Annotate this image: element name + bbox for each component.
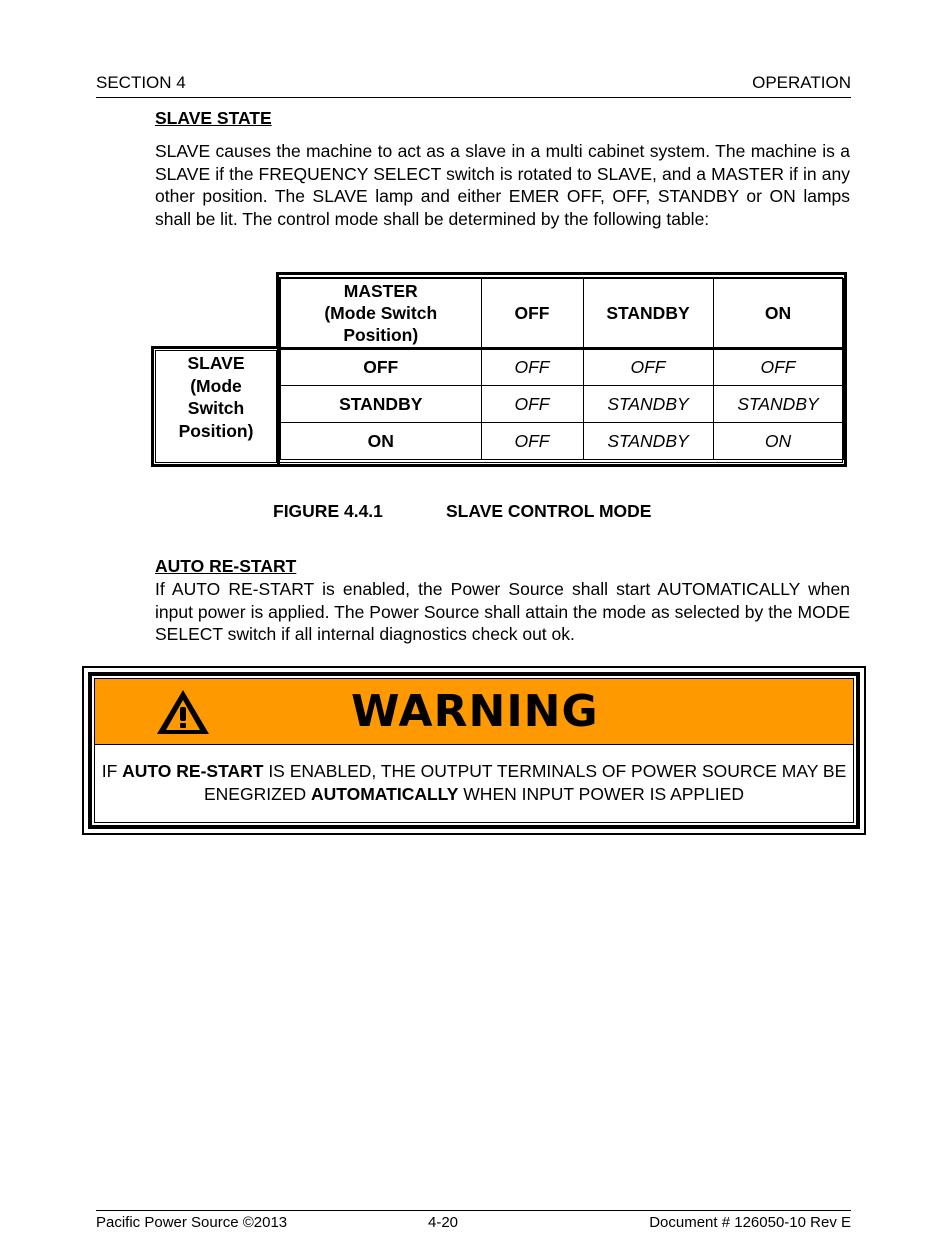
table-cell: OFF <box>481 349 583 386</box>
table-cell: ON <box>713 423 843 460</box>
row-label: ON <box>280 423 481 460</box>
warning-banner <box>95 679 853 745</box>
table-cell: STANDBY <box>583 386 713 423</box>
footer-document-number: Document # 126050-10 Rev E <box>649 1214 851 1231</box>
table-cell: OFF <box>481 386 583 423</box>
warning-triangle-icon <box>155 688 211 736</box>
chapter-label: OPERATION <box>752 73 851 92</box>
page-footer <box>96 1210 851 1233</box>
slave-state-paragraph: SLAVE causes the machine to act as a slave in a multi cabinet system. The machine is a SLAVE if the FREQUENCY SELECT switch is rotated to SLAVE, and a MASTER if in any other position. The SLAVE lamp and either EMER OFF, OFF, STANDBY or ON lamps shall be lit. The control mode shall be determined by the following table: <box>155 141 850 229</box>
column-header: STANDBY <box>583 279 713 349</box>
footer-page-number: 4-20 <box>428 1214 459 1231</box>
warning-message: IF AUTO RE-START IS ENABLED, THE OUTPUT TERMINALS OF POWER SOURCE MAY BE ENEGRIZED AUTOMATICALLY WHEN INPUT POWER IS APPLIED <box>101 761 847 804</box>
column-header: OFF <box>481 279 583 349</box>
table-cell: OFF <box>713 349 843 386</box>
figure-title: SLAVE CONTROL MODE <box>446 501 652 521</box>
table-cell: STANDBY <box>583 423 713 460</box>
warning-title: WARNING <box>351 686 599 737</box>
row-label: STANDBY <box>280 386 481 423</box>
auto-restart-heading: AUTO RE-START <box>155 556 297 576</box>
master-header-cell: MASTER (Mode Switch Position) <box>280 279 481 349</box>
table-row <box>280 423 843 460</box>
page-header <box>96 73 851 98</box>
column-header: ON <box>713 279 843 349</box>
figure-caption <box>273 501 652 522</box>
table-cell: OFF <box>481 423 583 460</box>
slave-state-heading: SLAVE STATE <box>155 108 272 128</box>
slave-row-header: SLAVE (Mode Switch Position) <box>178 353 254 441</box>
slave-control-mode-table <box>279 278 844 460</box>
footer-copyright: Pacific Power Source ©2013 <box>96 1214 288 1231</box>
table-row <box>280 386 843 423</box>
auto-restart-paragraph: If AUTO RE-START is enabled, the Power Source shall start AUTOMATICALLY when input power is applied. The Power Source shall attain the mode as selected by the MODE SELECT switch if all internal diagnostics check out ok. <box>155 579 850 644</box>
row-label: OFF <box>280 349 481 386</box>
section-label: SECTION 4 <box>96 73 186 92</box>
table-header-row <box>280 279 843 349</box>
table-row <box>280 349 843 386</box>
figure-number: FIGURE 4.4.1 <box>273 501 383 521</box>
table-cell: OFF <box>583 349 713 386</box>
table-cell: STANDBY <box>713 386 843 423</box>
